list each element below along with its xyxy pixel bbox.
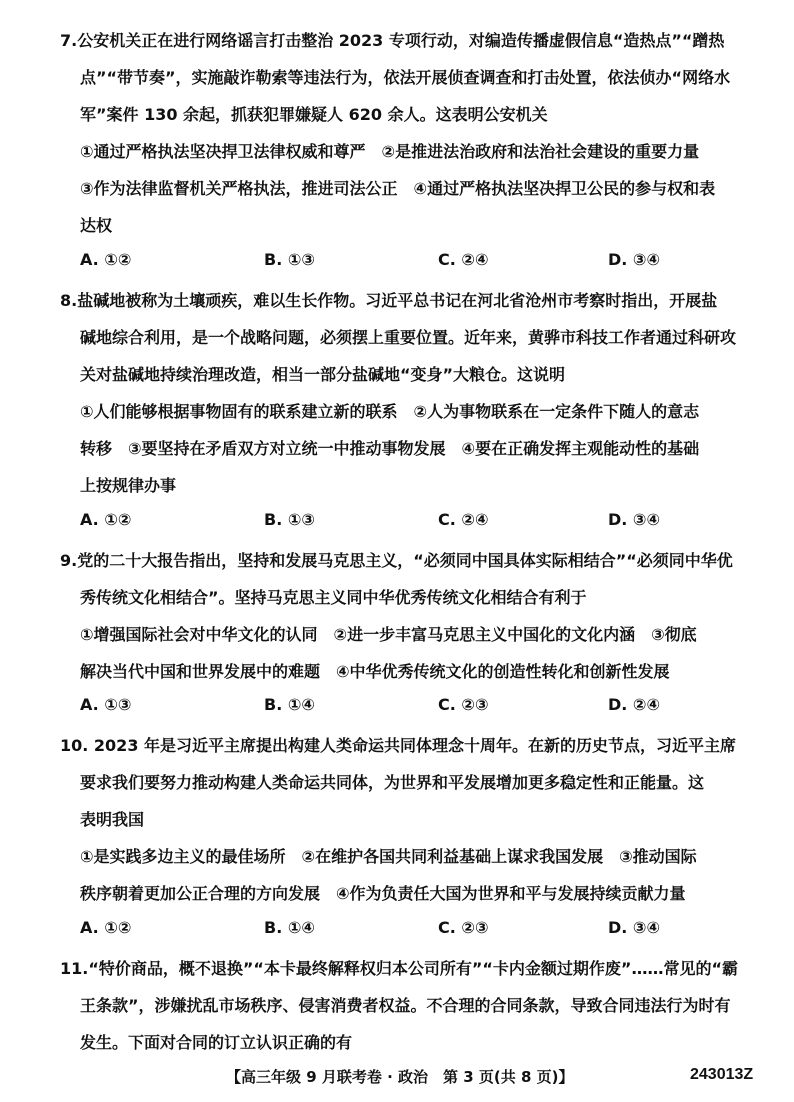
question-line: 8.盐碱地被称为土壤顽疾，难以生长作物。习近平总书记在河北省沧州市考察时指出，开展盐 bbox=[60, 291, 718, 310]
choice-a: A. ①③ bbox=[80, 695, 132, 714]
choice-a: A. ①② bbox=[80, 510, 132, 529]
question-line: 碱地综合利用，是一个战略问题，必须摆上重要位置。近年来，黄骅市科技工作者通过科研攻 bbox=[80, 328, 737, 347]
choice-b: B. ①④ bbox=[264, 695, 315, 714]
question-line: 表明我国 bbox=[80, 810, 145, 829]
exam-code: 243013Z bbox=[690, 1066, 754, 1083]
question-11 bbox=[60, 950, 760, 1061]
question-line: 要求我们要努力推动构建人类命运共同体，为世界和平发展增加更多稳定性和正能量。这 bbox=[80, 773, 705, 792]
question-line: 9.党的二十大报告指出，坚持和发展马克思主义，“必须同中国具体实际相结合”“必须同中华优 bbox=[60, 551, 733, 570]
choice-a: A. ①② bbox=[80, 250, 132, 269]
option-line: ③作为法律监督机关严格执法，推进司法公正 ④通过严格执法坚决捍卫公民的参与权和表 bbox=[80, 179, 716, 198]
question-line: 11.“特价商品，概不退换”“本卡最终解释权归本公司所有”“卡内金额过期作废”……常见的“霸 bbox=[60, 959, 738, 978]
question-line: 军”案件 130 余起，抓获犯罪嫌疑人 620 余人。这表明公安机关 bbox=[80, 105, 548, 124]
option-line: ①人们能够根据事物固有的联系建立新的联系 ②人为事物联系在一定条件下随人的意志 bbox=[80, 402, 700, 421]
question-line: 10. 2023 年是习近平主席提出构建人类命运共同体理念十周年。在新的历史节点，习近平主席 bbox=[60, 736, 737, 755]
choice-b: B. ①③ bbox=[264, 510, 315, 529]
question-8 bbox=[60, 282, 760, 504]
question-7 bbox=[60, 22, 760, 244]
choice-d: D. ③④ bbox=[608, 250, 661, 269]
question-line: 点”“带节奏”，实施敲诈勒索等违法行为，依法开展侦查调查和打击处置，依法侦办“网络水 bbox=[80, 68, 731, 87]
option-line: 秩序朝着更加公正合理的方向发展 ④作为负责任大国为世界和平与发展持续贡献力量 bbox=[80, 884, 686, 903]
page-footer bbox=[0, 1066, 794, 1090]
choice-c: C. ②③ bbox=[438, 918, 489, 937]
option-line: ①通过严格执法坚决捍卫法律权威和尊严 ②是推进法治政府和法治社会建设的重要力量 bbox=[80, 142, 700, 161]
question-line: 发生。下面对合同的订立认识正确的有 bbox=[80, 1033, 353, 1052]
question-line: 秀传统文化相结合”。坚持马克思主义同中华优秀传统文化相结合有利于 bbox=[80, 588, 587, 607]
choice-a: A. ①② bbox=[80, 918, 132, 937]
choice-c: C. ②③ bbox=[438, 695, 489, 714]
choice-d: D. ③④ bbox=[608, 510, 661, 529]
choice-d: D. ②④ bbox=[608, 695, 661, 714]
option-line: 上按规律办事 bbox=[80, 476, 177, 495]
question-line: 关对盐碱地持续治理改造，相当一部分盐碱地“变身”大粮仓。这说明 bbox=[80, 365, 566, 384]
question-10 bbox=[60, 727, 760, 912]
option-line: ①是实践多边主义的最佳场所 ②在维护各国共同利益基础上谋求我国发展 ③推动国际 bbox=[80, 847, 697, 866]
question-line: 王条款”，涉嫌扰乱市场秩序、侵害消费者权益。不合理的合同条款，导致合同违法行为时有 bbox=[80, 996, 731, 1015]
option-line: 转移 ③要坚持在矛盾双方对立统一中推动事物发展 ④要在正确发挥主观能动性的基础 bbox=[80, 439, 700, 458]
choice-c: C. ②④ bbox=[438, 250, 489, 269]
question-line: 7.公安机关正在进行网络谣言打击整治 2023 专项行动，对编造传播虚假信息“造热点”“蹭热 bbox=[60, 31, 725, 50]
choice-b: B. ①④ bbox=[264, 918, 315, 937]
option-line: 解决当代中国和世界发展中的难题 ④中华优秀传统文化的创造性转化和创新性发展 bbox=[80, 662, 670, 681]
choice-b: B. ①③ bbox=[264, 250, 315, 269]
option-line: ①增强国际社会对中华文化的认同 ②进一步丰富马克思主义中国化的文化内涵 ③彻底 bbox=[80, 625, 697, 644]
question-9 bbox=[60, 542, 760, 690]
option-line: 达权 bbox=[80, 216, 113, 235]
choice-c: C. ②④ bbox=[438, 510, 489, 529]
footer-title: 【高三年级 9 月联考卷 · 政治 第 3 页(共 8 页)】 bbox=[226, 1068, 574, 1086]
choice-d: D. ③④ bbox=[608, 918, 661, 937]
